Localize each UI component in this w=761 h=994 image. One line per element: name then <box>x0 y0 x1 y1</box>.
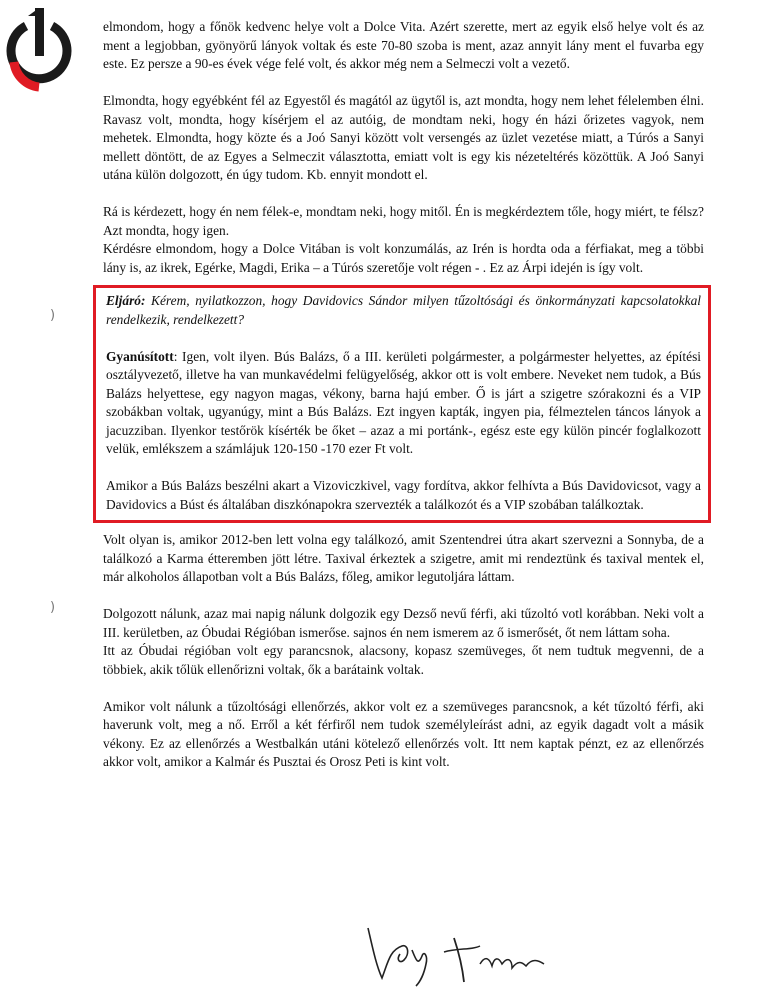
paragraph: elmondom, hogy a főnök kedvenc helye volt a Dolce Vita. Azért szerette, mert az egyik első helye volt és az ment a legjobban, gyönyörű lányok voltak és este 70-80 szoba is ment, azaz annyit lány ment el fuvarba egy este. Ez persze a 90-es évek vége felé volt, és akkor még nem a Selmeczi volt a vezető. <box>103 19 704 71</box>
highlighted-section <box>93 285 711 523</box>
answer-label: Gyanúsított <box>106 348 174 364</box>
paragraph: Dolgozott nálunk, azaz mai napig nálunk dolgozik egy Dezső nevű férfi, aki tűzoltó votl korábban. Neki volt a III. kerületben, az Óbudai Régióban ismerőse. sajnos én nem ismerem az ő ismerősét, őt nem láttam soha. <box>103 606 704 640</box>
paragraph: Amikor volt nálunk a tűzoltósági ellenőrzés, akkor volt ez a szemüveges parancsnok, a két tűzoltó férfi, aki haverunk volt, meg a nő. Erről a két férfiről nem tudok személyleírást adni, az egyik dagadt volt a másik vékony. Ez az ellenőrzés a Westbalkán utáni kötelező ellenőrzés volt. Itt nem kaptak pénzt, ez az ellenőrzés akkor volt, amikor a Kalmár és Pusztai és Orosz Peti is kint volt. <box>103 698 704 769</box>
power-symbol-logo <box>6 4 72 104</box>
paragraph: Rá is kérdezett, hogy én nem félek-e, mondtam neki, hogy mitől. Én is megkérdeztem tőle, hogy miért, te félsz? Azt mondta, hogy igen. <box>103 204 704 238</box>
answer-continued: Amikor a Bús Balázs beszélni akart a Vizoviczkivel, vagy fordítva, akkor felhívta a Bús Davidovicsot, vagy a Davidovics a Búst és általában diszkónapokra szervezték a találkozót és a VIP szobában találkoztak. <box>106 478 701 512</box>
answer <box>106 348 701 459</box>
question-label: Eljáró: <box>106 293 146 308</box>
margin-mark: ) <box>50 600 56 615</box>
question-text: Kérem, nyilatkozzon, hogy Davidovics Sándor milyen tűzoltósági és önkormányzati kapcsolatokkal rendelkezik, rendelkezett? <box>106 293 701 327</box>
question <box>106 292 701 329</box>
paragraph: Volt olyan is, amikor 2012-ben lett volna egy találkozó, amit Szentendrei útra akart szervezni a Sonnyba, de a találkozó a Karma étteremben jött létre. Taxival érkeztek a szigetre, amit mi rendeztünk és taxival mentek el, már alkoholos állapotban volt a Bús Balázs, főleg, amikor legutoljára láttam. <box>103 532 704 584</box>
answer-text: : Igen, volt ilyen. Bús Balázs, ő a III. kerületi polgármester, a polgármester helyettes, az építési osztályvezető, illetve ha van munkavédelmi felügyelőség, akkor ott is volt embere. Neveket nem tudok, a Bús Balázs helyettese, egy nagyon magas, vékony, barna hajú ember. Ő is járt a szigetre szórakozni és a VIP szobákban voltak, ugyanúgy, mint a Bús Balázs. Ezt ingyen kapták, ingyen pia, félmeztelen táncos lányok a jacuzziban. Ilyenkor testőrök kísérték be őket – azaz a mi portánk-, egész este egy külön pincér foglalkozott velük, emlékszem a számlájuk 120-150 -170 ezer Ft volt. <box>106 348 701 456</box>
document-body <box>103 18 704 772</box>
margin-mark: ) <box>50 308 56 323</box>
paragraph: Kérdésre elmondom, hogy a Dolce Vitában is volt konzumálás, az Irén is hordta oda a férfiakat, meg a többi lány is, az ikrek, Egérke, Magdi, Erika – a Túrós szeretője volt régen - . Ez az Árpi idején is így volt. <box>103 241 704 275</box>
handwritten-signature <box>362 920 562 990</box>
paragraph: Itt az Óbudai régióban volt egy parancsnok, alacsony, kopasz szemüveges, őt nem tudtuk megvenni, de a többiek, akik tőlük ellenőrizni voltak, ők a barátaink voltak. <box>103 643 704 677</box>
paragraph: Elmondta, hogy egyébként fél az Egyestől és magától az ügytől is, azt mondta, hogy nem lehet félelemben élni. Ravasz volt, mondta, hogy kísérjem el az autóig, de mondtam neki, hogy én házi őrizetes vagyok, nem mehetek. Elmondta, hogy közte és a Joó Sanyi között volt versengés az üzlet vezetése miatt, a Túrós a Sanyi mellett döntött, de az Egyes a Selmeczit választotta, emiatt volt is egy kis nézeteltérés közöttük. A Joó Sanyi utána külön dolgozott, én úgy tudom. Kb. ennyit mondott el. <box>103 93 704 182</box>
